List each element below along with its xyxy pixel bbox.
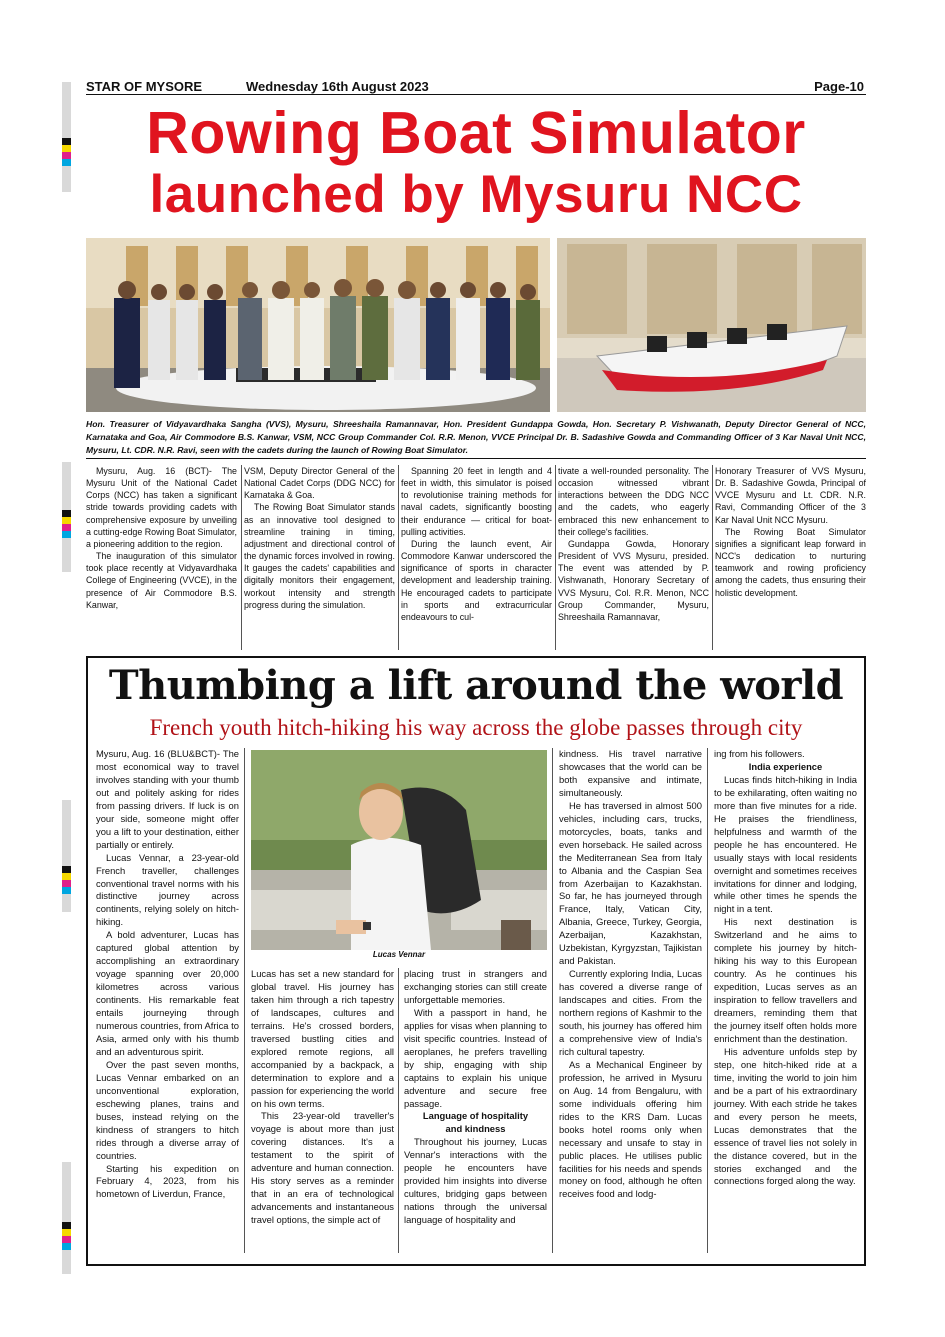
story1-headline-line2: launched by Mysuru NCC <box>149 165 803 224</box>
story2-headline: Thumbing a lift around the world <box>108 662 844 709</box>
story2-column-5 <box>714 748 857 1188</box>
paragraph: tivate a well-rounded personality. The occasion witnessed vibrant interactions between the DDG NCC and the cadets, who eagerly embraced this new enhancement to their college's facilities. <box>558 466 709 537</box>
column-divider <box>244 748 245 1253</box>
paragraph: The inauguration of this simulator took place recently at Vidyavardhaka College of Engineering (VVCE), in the presence of Air Commodore B.S. Kanwar, <box>86 551 237 610</box>
newspaper-name: STAR OF MYSORE <box>86 79 203 94</box>
story2-photo-caption: Lucas Vennar <box>372 950 426 959</box>
paragraph: A bold adventurer, Lucas has captured global attention by accomplishing an extraordinary voyage spanning over 20,000 kilometres across various continents. His remarkable feat entails journeying through numerous countries, from Africa to Asia, armed only with his thumb and an adventurous spirit. <box>96 929 239 1057</box>
paragraph: With a passport in hand, he applies for visas when planning to visit specific countries. Instead of aeroplanes, he prefers travelling by ship, engaging with ship captains to explain his unique adventure and secure free passage. <box>404 1006 547 1109</box>
paragraph: Lucas has set a new standard for global travel. His journey has taken him through a rich tapestry of landscapes, cultures and terrains. He's crossed borders, traversed bustling cities and explored remote regions, all accompanied by a backpack, a determination to explore and a passion for experiencing the world on his own terms. <box>251 968 394 1109</box>
paragraph: The Rowing Boat Simulator signifies a significant leap forward in NCC's dedication to nurturing teamwork and rowing proficiency among the cadets, thus ensuring their holistic development. <box>715 526 866 598</box>
story2-subhead: French youth hitch-hiking his way across the globe passes through city <box>149 715 803 740</box>
paragraph: Throughout his journey, Lucas Vennar's interactions with the people he encounters have provided him insights into diverse cultures, bridging gaps between nations through the universal language of hospitality and <box>404 1136 547 1226</box>
column-divider <box>398 465 399 650</box>
paragraph: Honorary Treasurer of VVS Mysuru, Dr. B. Sadashive Gowda, Principal of VVCE Mysuru and Lt. CDR. N.R. Ravi, Commanding Officer of the 3 Kar Naval Unit NCC Mysuru. <box>715 466 866 525</box>
color-mark-upper <box>62 510 71 538</box>
subheading-hospitality: Language of hospitality <box>422 1110 529 1122</box>
story1-column-1 <box>86 465 237 611</box>
column-divider <box>241 465 242 650</box>
column-divider <box>552 748 553 1253</box>
paragraph: He has traversed in almost 500 vehicles, including cars, trucks, motorcycles, boats, tanks and even horseback. He sailed across the Mediterranean Sea from Italy to Albania and the Caspian Sea from Azerbaijan to Kazakhstan. So far, he has journeyed through France, Italy, Vatican City, Albania, Greece, Turkey, Georgia, Azerbaijan, Kazakhstan, Uzbekistan, Kyrgyzstan, Tajikistan and Pakistan. <box>559 799 702 967</box>
paragraph: Lucas finds hitch-hiking in India to be exhilarating, often waiting no more than five minutes for a ride. He praises the friendliness, helpfulness and warmth of the people he has encountered. He usually stays with local residents overnight and sometimes receives invitations for dinner and lodging, while other times he spends the night in a tent. <box>714 773 857 915</box>
paragraph: As a Mechanical Engineer by profession, he arrived in Mysuru on Aug. 14 from Bengaluru, with some individuals offering him rides to the KRS Dam. Lucas books hotel rooms only when necessary and unsafe to stay in public places. He utilises public facilities for his needs and spends money on food, although he often receives food and lodg- <box>559 1058 702 1200</box>
photo-rowing-simulator <box>557 238 866 412</box>
column-divider <box>707 748 708 1253</box>
story1-column-2 <box>244 465 395 611</box>
paragraph: Over the past seven months, Lucas Vennar embarked on an unconventional exploration, eschewing planes, trains and buses, instead relying on the kindness of strangers to hitch rides through a diverse array of countries. <box>96 1058 239 1161</box>
story1-column-4 <box>558 465 709 623</box>
paragraph: The Rowing Boat Simulator stands as an innovative tool designed to streamline training in timing, adjustment and directional control of the dynamic forces involved in rowing. It gauges the cadets' capabilities and digitally monitors their engagement, workout intensity and strength progress during the simulation. <box>244 502 395 610</box>
paragraph: Starting his expedition on February 4, 2023, from his hometown of Liverdun, France, <box>96 1162 239 1200</box>
story1-headline <box>86 100 866 224</box>
paragraph: Spanning 20 feet in length and 4 feet in width, this simulator is poised to revolutionise training methods for naval cadets, significantly boosting their endurance — critical for boat-pulling activities. <box>401 466 552 537</box>
paragraph: Lucas Vennar, a 23-year-old French traveller, challenges conventional travel norms with his distinctive journey across continents, relying solely on hitch-hiking. <box>96 851 239 928</box>
caption-rule <box>86 458 866 459</box>
page-number: Page-10 <box>814 79 864 94</box>
column-divider <box>398 968 399 1253</box>
subheading-hospitality-2: and kindness <box>445 1123 506 1135</box>
paragraph: VSM, Deputy Director General of the National Cadet Corps (DDG NCC) for Karnataka & Goa. <box>244 466 395 501</box>
story2-column-1 <box>96 748 239 1201</box>
paragraph: Gundappa Gowda, Honorary President of VVS Mysuru, presided. The event was attended by P. Vishwanath, Honorary Secretary of VVS Mysuru, Col. R.R. Menon, NCC Group Commander, Mysuru, Shreeshaila Ramannavar, <box>558 538 709 622</box>
paragraph: kindness. His travel narrative showcases that the world can be both expansive and intimate, simultaneously. <box>559 748 702 798</box>
photo-launch-group <box>86 238 550 412</box>
registration-bar-top <box>62 82 71 192</box>
paragraph: This 23-year-old traveller's voyage is about more than just covering distances. It's a testament to the spirit of adventure and human connection. His story serves as a reminder that in an era of technological advancements and instantaneous travel options, the simple act of <box>251 1110 394 1226</box>
story1-column-3 <box>401 465 552 623</box>
registration-bar-bottom <box>62 1162 71 1274</box>
paragraph: Mysuru, Aug. 16 (BLU&BCT)- The most economical way to travel involves standing with your thumb out and politely asking for rides from passing drivers. If luck is on your side, someone might offer you a lift to your destination, either partially or entirely. <box>96 748 239 850</box>
paragraph: ing from his followers. <box>714 748 805 759</box>
paragraph: His adventure unfolds step by step, one hitch-hiked ride at a time, inviting the world to join him and be a part of his extraordinary journey. With each stride he takes and every person he meets, Lucas demonstrates that the essence of travel lies not solely in the distance covered, but in the stories exchanged and the connections forged along the way. <box>714 1045 857 1187</box>
paragraph: During the launch event, Air Commodore Kanwar underscored the significance of sports in character development and leadership training. He encouraged cadets to participate in sports and extracurricular endeavours to cul- <box>401 538 552 622</box>
subheading-india-experience: India experience <box>748 760 823 772</box>
column-divider <box>555 465 556 650</box>
registration-bar-middle <box>62 800 71 912</box>
paragraph: His next destination is Switzerland and he aims to complete his journey by hitch-hiking his way to this European country. As he continues his expedition, Lucas serves as an inspiration to fellow travellers and dreamers, reminding them that the journey itself often holds more enrichment than the destination. <box>714 916 857 1044</box>
story2-column-3 <box>404 968 547 1227</box>
paragraph: Currently exploring India, Lucas has covered a diverse range of landscapes and cities. From the northern regions of Kashmir to the south, his journey has offered him a comprehensive view of India's rich cultural tapestry. <box>559 968 702 1057</box>
color-mark-bottom <box>62 1222 71 1250</box>
column-divider <box>712 465 713 650</box>
photo-lucas-vennar <box>251 750 547 950</box>
paragraph: placing trust in strangers and exchanging stories can still create unforgettable memories. <box>404 968 547 1005</box>
issue-date: Wednesday 16th August 2023 <box>246 79 429 94</box>
color-mark-middle <box>62 866 71 894</box>
page-header <box>86 79 866 95</box>
color-mark-top <box>62 138 71 166</box>
story1-photo-caption: Hon. Treasurer of Vidyavardhaka Sangha (VVS), Mysuru, Shreeshaila Ramannavar, Hon. President Gundappa Gowda, Hon. Secretary P. Vishwanath, Deputy Director General of NCC, Karnataka and Goa, Air Commodore B.S. Kanwar, VSM, NCC Group Commander Col. R.R. Menon, VVCE Principal Dr. B. Sadashive Gowda and Commanding Officer of 3 Kar Naval Unit NCC, Mysuru, Lt. CDR. N.R. Ravi, seen with the cadets during the launch of Rowing Boat Simulator. <box>86 419 866 455</box>
story1-headline-line1: Rowing Boat Simulator <box>146 100 806 166</box>
paragraph: Mysuru, Aug. 16 (BCT)- The Mysuru Unit of the National Cadet Corps (NCC) has taken a significant stride towards providing cadets with comprehensive exposure by unveiling a cutting-edge Rowing Boat Simulator, a pioneering addition to the region. <box>86 466 237 549</box>
story2-column-4 <box>559 748 702 1201</box>
story2-column-2 <box>251 968 394 1227</box>
story1-column-5 <box>715 465 866 599</box>
